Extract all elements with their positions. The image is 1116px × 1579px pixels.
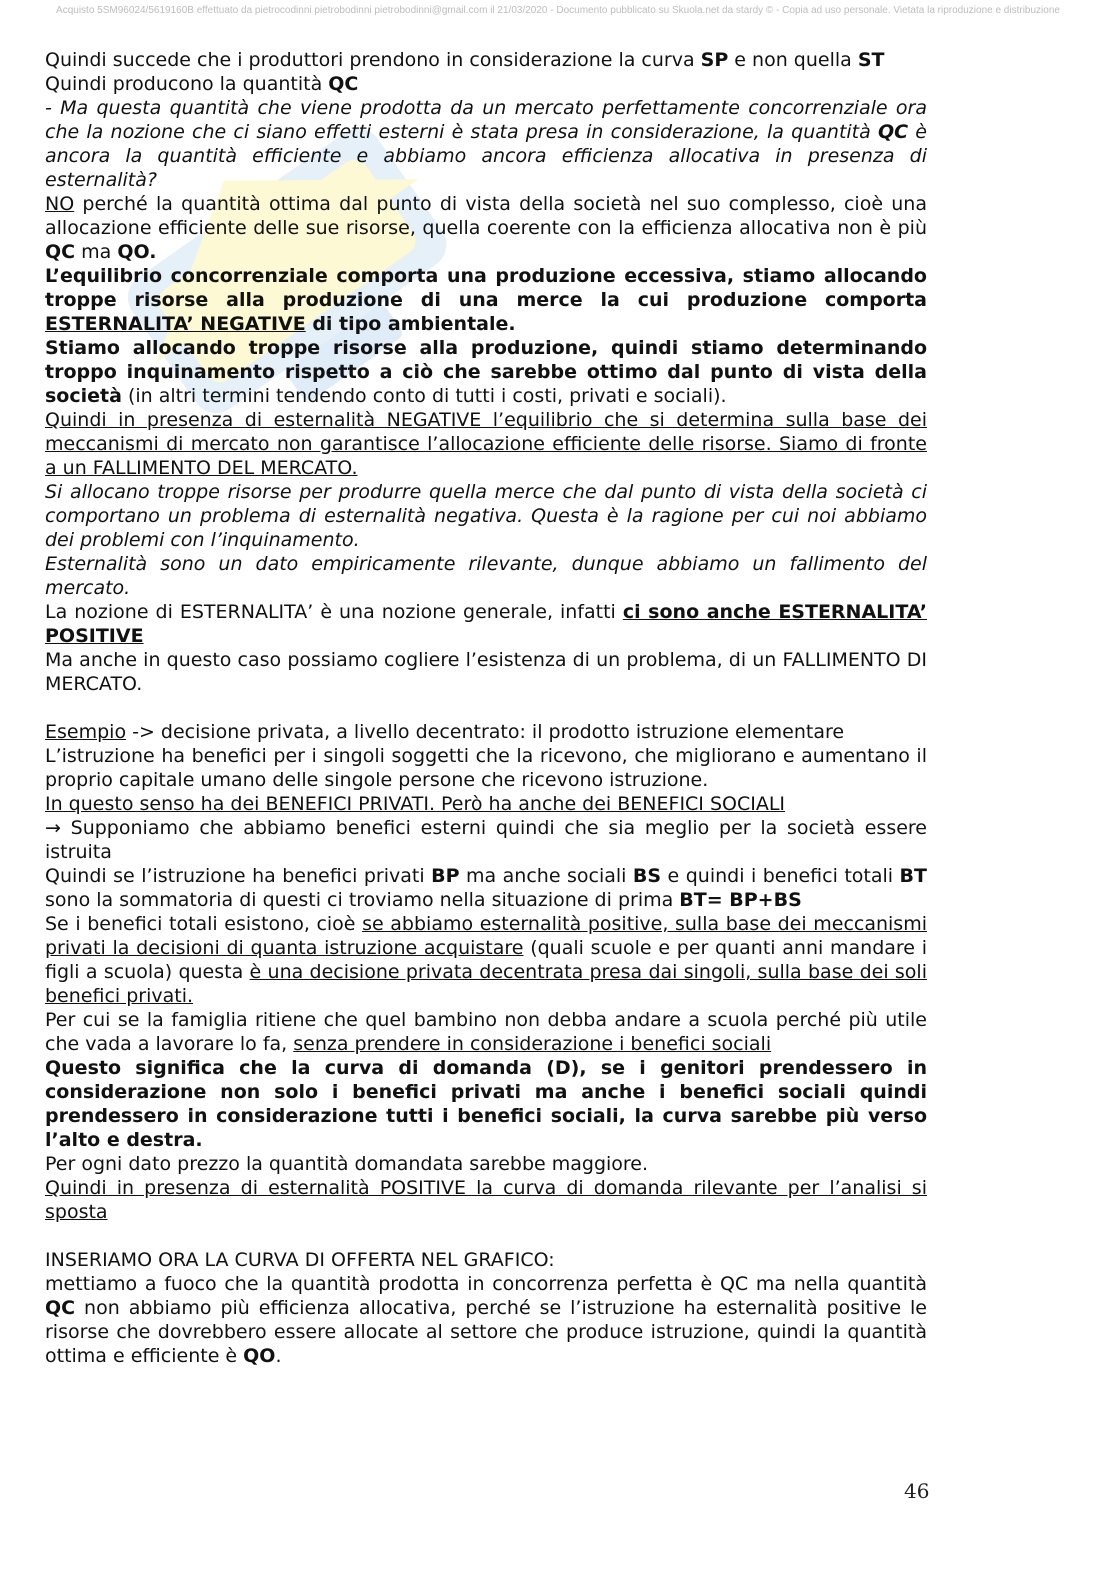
page-number: 46 <box>904 1479 930 1503</box>
blank-line <box>45 696 927 720</box>
paragraph: NO perché la quantità ottima dal punto di vista della società nel suo complesso, cioè una allocazione efficiente delle sue risorse, quella coerente con la efficienza allocativa non è più QC ma QO. <box>45 193 927 263</box>
document-body <box>45 48 927 1368</box>
paragraph: → Supponiamo che abbiamo benefici esterni quindi che sia meglio per la società essere istruita <box>45 817 927 863</box>
underlined-paragraph: In questo senso ha dei BENEFICI PRIVATI. Però ha anche dei BENEFICI SOCIALI <box>45 793 786 815</box>
italic-paragraph: Esternalità sono un dato empiricamente rilevante, dunque abbiamo un fallimento del mercato. <box>45 553 927 599</box>
paragraph: Quindi se l’istruzione ha benefici privati BP ma anche sociali BS e quindi i benefici totali BT sono la sommatoria di questi ci troviamo nella situazione di prima BT= BP+BS <box>45 865 927 911</box>
paragraph: Per cui se la famiglia ritiene che quel bambino non debba andare a scuola perché più utile che vada a lavorare lo fa, senza prendere in considerazione i benefici sociali <box>45 1009 927 1055</box>
paragraph: Quindi producono la quantità QC <box>45 73 359 95</box>
arrow-right-icon: → <box>45 817 61 839</box>
blank-line <box>45 1224 927 1248</box>
underlined-paragraph: Quindi in presenza di esternalità POSITIVE la curva di domanda rilevante per l’analisi si sposta <box>45 1177 927 1223</box>
underlined-paragraph: Quindi in presenza di esternalità NEGATIVE l’equilibrio che si determina sulla base dei meccanismi di mercato non garantisce l’allocazione efficiente delle risorse. Siamo di fronte a un FALLIMENTO DEL MERCATO. <box>45 409 927 479</box>
header-watermark: Acquisto 5SM96024/5619160B effettuato da pietrocodinni pietrobodinni pietrobodinni@gmail.com il 21/03/2020 - Documento pubblicato su Skuola.net da stardy © - Copia ad uso personale. Vietata la riproduzione e distribuzione <box>56 5 1060 16</box>
paragraph: mettiamo a fuoco che la quantità prodotta in concorrenza perfetta è QC ma nella quantità QC non abbiamo più efficienza allocativa, perché se l’istruzione ha esternalità positive le risorse che dovrebbero essere allocate al settore che produce istruzione, quindi la quantità ottima e efficiente è QO. <box>45 1273 927 1367</box>
paragraph: Se i benefici totali esistono, cioè se abbiamo esternalità positive, sulla base dei meccanismi privati la decisioni di quanta istruzione acquistare (quali scuole e per quanti anni mandare i figli a scuola) questa è una decisione privata decentrata presa dai singoli, sulla base dei soli benefici privati. <box>45 913 927 1007</box>
paragraph: Per ogni dato prezzo la quantità domandata sarebbe maggiore. <box>45 1153 649 1175</box>
question-paragraph: - Ma questa quantità che viene prodotta da un mercato perfettamente concorrenziale ora che la nozione che ci siano effetti esterni è stata presa in considerazione, la quantità QC è ancora la quantità efficiente e abbiamo ancora efficienza allocativa in presenza di esternalità? <box>45 97 927 191</box>
bold-paragraph: Questo significa che la curva di domanda (D), se i genitori prendessero in considerazione non solo i benefici privati ma anche i benefici sociali quindi prendessero in considerazione tutti i benefici sociali, la curva sarebbe più verso l’alto e destra. <box>45 1057 927 1151</box>
italic-paragraph: Si allocano troppe risorse per produrre quella merce che dal punto di vista della società ci comportano un problema di esternalità negativa. Questa è la ragione per cui noi abbiamo dei problemi con l’inquinamento. <box>45 481 927 551</box>
bold-paragraph: L’equilibrio concorrenziale comporta una produzione eccessiva, stiamo allocando troppe risorse alla produzione di una merce la cui produzione comporta ESTERNALITA’ NEGATIVE di tipo ambientale. <box>45 265 927 335</box>
paragraph: Quindi succede che i produttori prendono in considerazione la curva SP e non quella ST <box>45 49 885 71</box>
section-heading: INSERIAMO ORA LA CURVA DI OFFERTA NEL GRAFICO: <box>45 1249 555 1271</box>
paragraph: Ma anche in questo caso possiamo cogliere l’esistenza di un problema, di un FALLIMENTO DI MERCATO. <box>45 649 927 695</box>
paragraph: L’istruzione ha benefici per i singoli soggetti che la ricevono, che migliorano e aumentano il proprio capitale umano delle singole persone che ricevono istruzione. <box>45 745 927 791</box>
paragraph: La nozione di ESTERNALITA’ è una nozione generale, infatti ci sono anche ESTERNALITA’ POSITIVE <box>45 601 927 647</box>
paragraph: Esempio -> decisione privata, a livello decentrato: il prodotto istruzione elementare <box>45 721 845 743</box>
paragraph: Stiamo allocando troppe risorse alla produzione, quindi stiamo determinando troppo inquinamento rispetto a ciò che sarebbe ottimo dal punto di vista della società (in altri termini tendendo conto di tutti i costi, privati e sociali). <box>45 337 927 407</box>
